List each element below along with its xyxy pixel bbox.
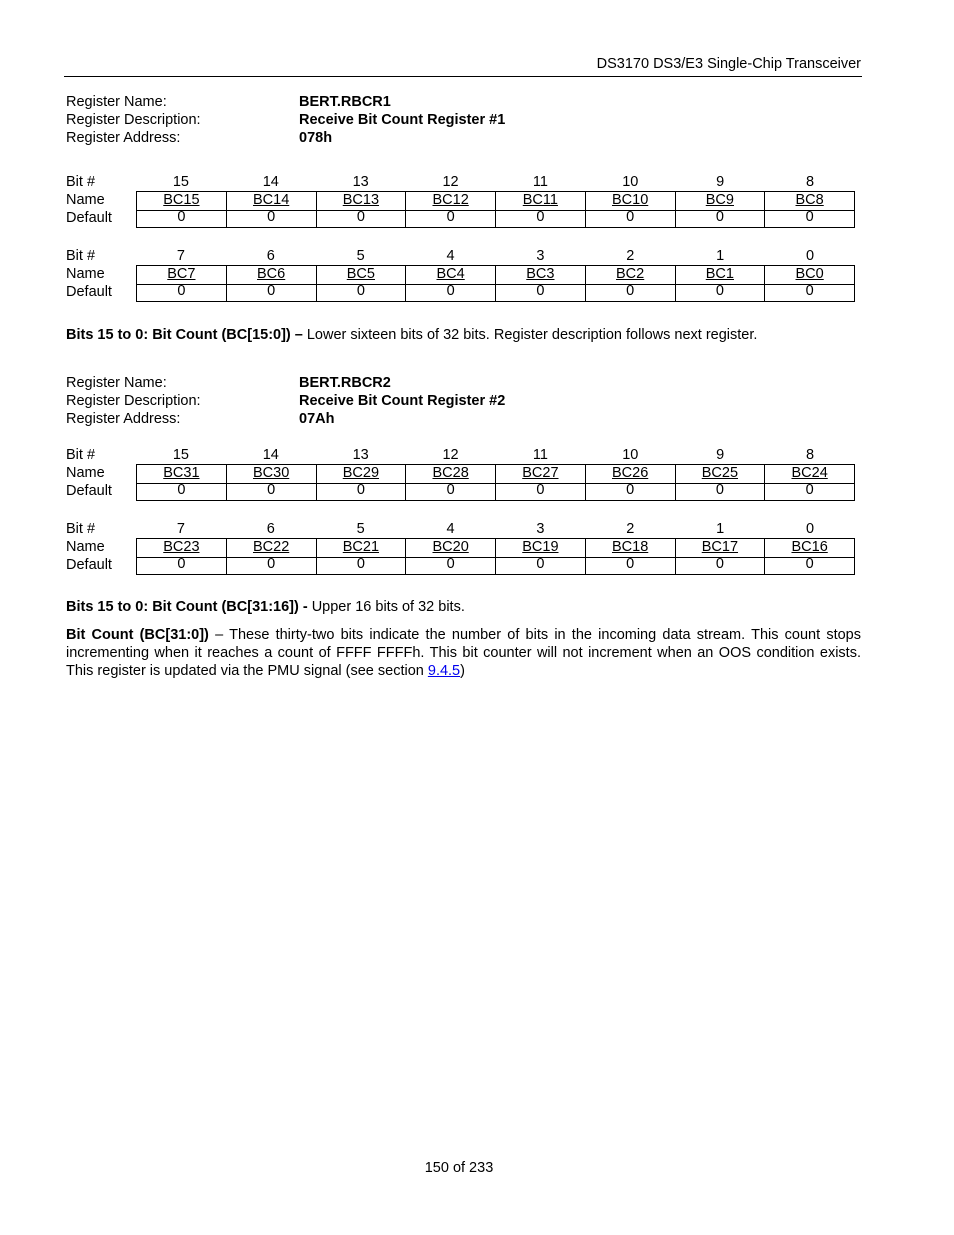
bit-default-cell [406,209,496,227]
bit-name: BC21 [342,539,380,555]
bit-name: BC24 [791,465,828,481]
bit-name-cell [406,192,496,210]
bit-number-cell [316,173,406,191]
bit-name-cell [227,266,317,284]
bit-name-cell [765,465,855,483]
bit-count-title: Bit Count (BC[31:0]) [66,627,209,643]
bit-name-cell [496,266,586,284]
bit-name-cell [676,465,766,483]
bit-number-cell [226,446,316,464]
bit-name: BC0 [795,266,824,282]
bit-number: 11 [532,174,548,190]
bit-number-row [66,173,856,191]
rbcr2-description [66,598,861,616]
bit-default-cell [586,283,676,301]
bit-number: 15 [172,174,189,190]
bit-number-cell [406,173,496,191]
bit-number-cell [136,247,226,265]
bit-name-cell [765,192,855,210]
bit-default-cell [676,482,766,500]
bit-default-cell [406,556,496,574]
bit-number: 1 [716,521,725,537]
bit-default-cell [496,209,586,227]
bit-number: 6 [266,521,275,537]
bit-name-cell [317,539,407,557]
bit-number-cell [406,446,496,464]
bit-name: BC29 [342,465,380,481]
register-description-label: Register Description: [66,393,201,409]
bit-default: 0 [356,556,365,572]
bit-name-row [66,538,856,556]
bit-default-row [66,556,856,574]
bit-number-cell [496,520,586,538]
bit-number-row-label: Bit # [66,174,96,190]
bit-table-rbcr2-low [66,520,856,574]
register-address-value: 07Ah [299,411,335,427]
bit-default: 0 [805,556,814,572]
bit-name-cell [136,266,227,284]
bit-default-cell [406,283,496,301]
bit-name: BC23 [163,539,200,555]
bit-number-cell [585,173,675,191]
bit-default: 0 [446,283,455,299]
register-description-value: Receive Bit Count Register #2 [299,393,506,409]
bit-name: BC8 [795,192,824,208]
bit-number: 15 [172,447,189,463]
bit-name-row-label: Name [66,192,105,208]
bit-number: 2 [626,248,635,264]
bit-default-cell [136,209,227,227]
bit-name: BC13 [342,192,380,208]
rbcr1-description-title: Bits 15 to 0: Bit Count (BC[15:0]) – [66,327,303,343]
bit-default-cell [496,556,586,574]
bit-name: BC16 [791,539,828,555]
bit-name: BC11 [522,192,558,208]
bit-table-rbcr2-high [66,446,856,500]
bit-name: BC26 [611,465,649,481]
bit-number: 4 [446,521,455,537]
bit-number-cell [136,446,226,464]
bit-number: 3 [536,521,545,537]
bit-name-row-label: Name [66,539,105,555]
bit-default: 0 [177,283,186,299]
bit-number-row-label: Bit # [66,248,96,264]
register-name-label: Register Name: [66,94,167,110]
bit-count-text: – These thirty-two bits indicate the number of bits in the incoming data stream. This count stops incrementing when it reaches a count of FFFF FFFFh. This bit counter will not increment when an OOS condition exists. This register is updated via the PMU signal (see section [66,627,862,679]
bit-default-row-label: Default [66,557,112,573]
bit-name-cell [136,192,227,210]
bit-default: 0 [626,482,635,498]
bit-number: 14 [262,447,279,463]
bit-number-row [66,520,856,538]
bit-name-row [66,191,856,209]
bit-number: 11 [532,447,548,463]
bit-default: 0 [536,482,545,498]
bit-number: 8 [806,447,815,463]
bit-default-cell [317,556,407,574]
bit-default-cell [676,556,766,574]
bit-number-cell [496,173,586,191]
bit-default-row-label: Default [66,210,112,226]
bit-default-cell [496,283,586,301]
bit-name-row [66,464,856,482]
register-address-label: Register Address: [66,130,181,146]
bit-number-cell [765,173,855,191]
bit-default: 0 [805,283,814,299]
bit-number-cell [675,247,765,265]
bit-name-cell [586,266,676,284]
bit-name: BC12 [432,192,469,208]
bit-default: 0 [267,556,276,572]
bit-number-cell [675,446,765,464]
bit-default-cell [227,283,317,301]
bit-name-cell [227,192,317,210]
bit-number: 9 [716,174,725,190]
bit-default: 0 [267,482,276,498]
bit-name-cell [317,192,407,210]
bit-number: 12 [442,447,459,463]
register-description-label: Register Description: [66,112,201,128]
bit-default: 0 [267,283,276,299]
bit-name-cell [586,539,676,557]
bit-default-cell [765,283,855,301]
bit-number: 0 [806,248,815,264]
bit-name: BC15 [163,192,200,208]
bit-number: 9 [716,447,725,463]
bit-name-row-label: Name [66,266,105,282]
bit-number-row [66,247,856,265]
bit-default: 0 [177,482,186,498]
register-name-value: BERT.RBCR1 [299,94,391,110]
bit-default-row-label: Default [66,284,112,300]
bit-number-cell [316,446,406,464]
bit-number: 6 [266,248,275,264]
bit-name: BC1 [705,266,734,282]
bit-number: 7 [176,248,185,264]
bit-default-cell [765,556,855,574]
bit-name-cell [496,465,586,483]
bit-default-cell [227,556,317,574]
bit-name: BC17 [701,539,739,555]
page-number: 150 of 233 [424,1160,494,1176]
bit-default: 0 [536,209,545,225]
bit-number-cell [765,446,855,464]
bit-number-cell [585,247,675,265]
bit-number: 10 [622,447,639,463]
bit-number-cell [496,247,586,265]
bit-name-cell [586,192,676,210]
bit-default-cell [136,556,227,574]
bit-count-end: ) [460,663,465,679]
bit-name-cell [676,539,766,557]
bit-default-cell [406,482,496,500]
bit-number: 7 [176,521,185,537]
bit-default: 0 [715,283,724,299]
bit-number-cell [226,173,316,191]
bit-name-cell [227,465,317,483]
bit-number: 1 [716,248,725,264]
bit-default-cell [586,556,676,574]
register-name-label: Register Name: [66,375,167,391]
bit-name: BC3 [526,266,555,282]
bit-number: 13 [352,447,369,463]
bit-default-cell [496,482,586,500]
bit-name-cell [406,539,496,557]
register-address-label: Register Address: [66,411,181,427]
bit-default-cell [317,283,407,301]
bit-default-cell [676,209,766,227]
bit-default-cell [676,283,766,301]
bit-name-cell [406,465,496,483]
register-description-value: Receive Bit Count Register #1 [299,112,506,128]
bit-number-cell [406,247,496,265]
bit-name: BC6 [257,266,286,282]
bit-number: 4 [446,248,455,264]
bit-number-cell [226,520,316,538]
bit-default-cell [586,209,676,227]
rbcr2-description-text: Upper 16 bits of 32 bits. [307,599,465,615]
bit-number-cell [765,520,855,538]
bit-name-cell [765,266,855,284]
bit-name-cell [406,266,496,284]
bit-name: BC28 [432,465,469,481]
bit-number-row-label: Bit # [66,521,96,537]
bit-default: 0 [536,556,545,572]
bit-name-cell [136,539,227,557]
bit-default: 0 [626,283,635,299]
section-link[interactable]: 9.4.5 [427,663,461,679]
bit-name: BC19 [522,539,559,555]
bit-name-cell [496,539,586,557]
bit-name: BC18 [611,539,649,555]
bit-name-row [66,265,856,283]
bit-name: BC31 [163,465,200,481]
bit-default-cell [227,209,317,227]
bit-default: 0 [715,209,724,225]
bit-name: BC9 [705,192,734,208]
rbcr1-description-text: Lower sixteen bits of 32 bits. Register description follows next register. [302,327,758,343]
bit-default: 0 [356,209,365,225]
bit-number: 3 [536,248,545,264]
bit-number: 2 [626,521,635,537]
bit-default: 0 [715,482,724,498]
bit-default: 0 [715,556,724,572]
bit-default: 0 [626,556,635,572]
bit-name: BC20 [432,539,469,555]
bit-default-cell [586,482,676,500]
bit-default: 0 [356,283,365,299]
bit-default-cell [136,283,227,301]
bit-default-cell [765,209,855,227]
bit-default-row-label: Default [66,483,112,499]
rbcr2-description-title: Bits 15 to 0: Bit Count (BC[31:16]) - [66,599,308,615]
bit-name: BC10 [611,192,649,208]
bit-default: 0 [356,482,365,498]
rbcr1-description [66,326,861,344]
bit-name-cell [317,266,407,284]
document-title: DS3170 DS3/E3 Single-Chip Transceiver [596,56,861,72]
bit-default: 0 [177,556,186,572]
bit-table-rbcr1-high [66,173,856,227]
bit-number-cell [316,520,406,538]
bit-name-cell [586,465,676,483]
bit-default: 0 [446,482,455,498]
bit-number-cell [765,247,855,265]
bit-name-cell [227,539,317,557]
register-address-value: 078h [299,130,333,146]
bit-default: 0 [626,209,635,225]
bit-number: 12 [442,174,459,190]
bit-default: 0 [267,209,276,225]
bit-number-row [66,446,856,464]
bit-count-description [66,626,861,680]
bit-default-row [66,482,856,500]
bit-name: BC2 [616,266,645,282]
bit-default-cell [136,482,227,500]
bit-name: BC27 [522,465,559,481]
bit-name-cell [317,465,407,483]
bit-name: BC22 [252,539,290,555]
bit-default: 0 [177,209,186,225]
bit-number: 8 [806,174,815,190]
bit-number-row-label: Bit # [66,447,96,463]
bit-default: 0 [446,209,455,225]
bit-default-cell [317,482,407,500]
bit-name: BC25 [701,465,739,481]
bit-name-cell [676,192,766,210]
bit-number: 5 [356,248,365,264]
bit-number-cell [675,520,765,538]
bit-number-cell [406,520,496,538]
bit-default-row [66,283,856,301]
bit-number-cell [585,520,675,538]
bit-number-cell [136,520,226,538]
bit-number: 0 [806,521,815,537]
bit-default-cell [227,482,317,500]
bit-default: 0 [446,556,455,572]
bit-number: 13 [352,174,369,190]
bit-name: BC4 [436,266,465,282]
bit-default: 0 [536,283,545,299]
bit-default-cell [765,482,855,500]
register-name-value: BERT.RBCR2 [299,375,391,391]
bit-default-row [66,209,856,227]
bit-name-cell [496,192,586,210]
bit-number-cell [316,247,406,265]
bit-name: BC30 [252,465,290,481]
bit-name: BC5 [346,266,375,282]
bit-name: BC7 [167,266,196,282]
bit-name: BC14 [252,192,290,208]
bit-number-cell [585,446,675,464]
bit-name-row-label: Name [66,465,105,481]
bit-number-cell [226,247,316,265]
bit-number: 14 [262,174,279,190]
bit-default: 0 [805,482,814,498]
bit-number: 10 [622,174,639,190]
bit-number-cell [496,446,586,464]
bit-table-rbcr1-low [66,247,856,301]
bit-name-cell [765,539,855,557]
bit-name-cell [676,266,766,284]
bit-name-cell [136,465,227,483]
bit-default-cell [317,209,407,227]
bit-number-cell [675,173,765,191]
bit-number-cell [136,173,226,191]
bit-default: 0 [805,209,814,225]
page-header [64,56,862,77]
bit-number: 5 [356,521,365,537]
